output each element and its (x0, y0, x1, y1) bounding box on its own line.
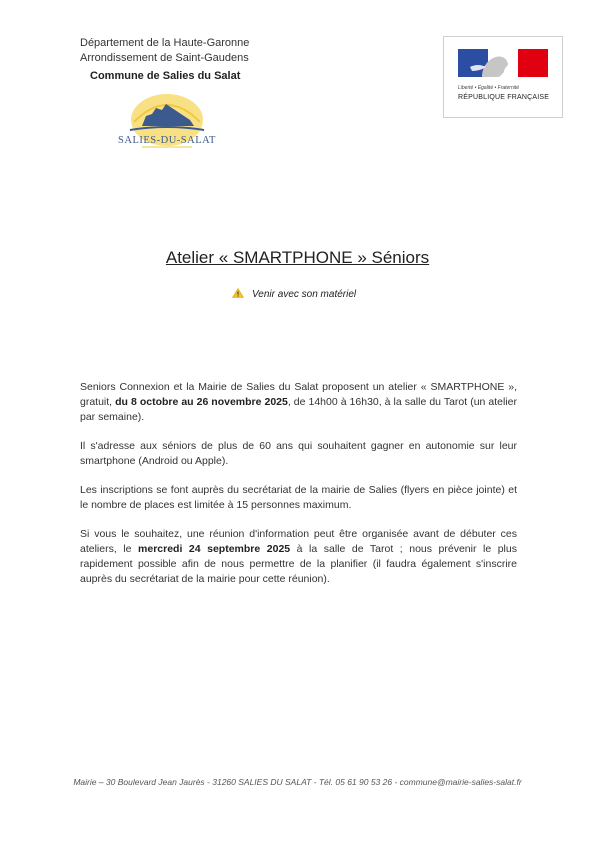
footer-contact: Mairie – 30 Boulevard Jean Jaurès - 31260 SALIES DU SALAT - Tél. 05 61 90 53 26 - commune@mairie-salies-salat.fr (73, 777, 522, 787)
paragraph-meeting: Si vous le souhaitez, une réunion d'information peut être organisée avant de débuter ces ateliers, le mercredi 24 septembre 2025 à la salle de Tarot ; nous prévenir le plus rapidement possible afin de nous permettre de la planifier (il faudra également s'inscrire auprès du secrétariat de la mairie pour cette réunion). (80, 528, 517, 585)
warning-icon (232, 288, 244, 298)
republic-motto: Liberté • Égalité • Fraternité (458, 85, 520, 91)
republic-name: RÉPUBLIQUE FRANÇAISE (458, 94, 550, 101)
paragraph-audience: Il s'adresse aux séniors de plus de 60 ans qui souhaitent gagner en autonomie sur leur smartphone (Android ou Apple). (80, 440, 517, 467)
commune-name: Commune de Salies du Salat (90, 70, 241, 82)
department-line: Département de la Haute-Garonne (80, 37, 250, 49)
meeting-date: mercredi 24 septembre 2025 (138, 543, 291, 555)
republique-francaise-logo (443, 36, 563, 118)
salies-logo (112, 86, 222, 158)
marianne-flag-icon (444, 37, 562, 83)
paragraph-intro: Seniors Connexion et la Mairie de Salies du Salat proposent un atelier « SMARTPHONE », gratuit, du 8 octobre au 26 novembre 2025, de 14h00 à 16h30, à la salle du Tarot (un atelier par semaine). (80, 381, 517, 423)
arrondissement-line: Arrondissement de Saint-Gaudens (80, 52, 249, 64)
page-title: Atelier « SMARTPHONE » Séniors (165, 248, 430, 267)
paragraph-registration: Les inscriptions se font auprès du secrétariat de la mairie de Salies (flyers en pièce jointe) et le nombre de places est limitée à 15 personnes maximum. (80, 484, 517, 511)
notice-text: Venir avec son matériel (252, 289, 357, 300)
workshop-dates: du 8 octobre au 26 novembre 2025 (115, 396, 288, 408)
letter-body (80, 380, 517, 601)
equipment-notice (232, 288, 356, 300)
letterhead (80, 36, 249, 84)
logo-text: SALIES-DU-SALAT (118, 135, 216, 146)
